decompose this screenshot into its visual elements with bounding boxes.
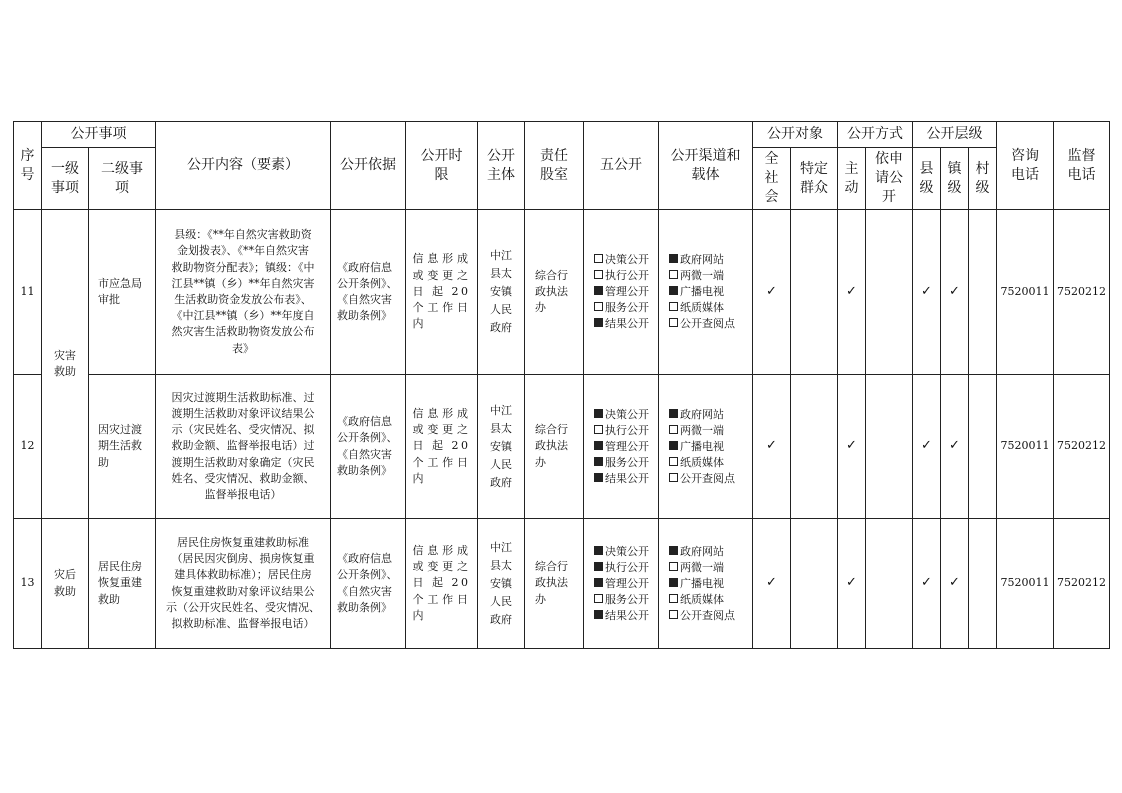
header-method-active: 主动	[838, 148, 866, 210]
channel-option: 公开查阅点	[659, 608, 752, 624]
check-county: ✓	[913, 375, 941, 519]
channel-option: 广播电视	[659, 439, 752, 455]
row-content: 因灾过渡期生活救助标准、过 渡期生活救助对象评议结果公 示（灾民姓名、受灾情况、拟 救助金额、监督举报电话）过 渡期生活救助对象确定（灾民 姓名、受灾情况、救助金额、 监督举报电话）	[156, 375, 331, 519]
row-level1: 灾害救助	[42, 210, 89, 519]
header-seq: 序号	[14, 122, 42, 210]
row-level1: 灾后救助	[42, 519, 89, 649]
header-items-group: 公开事项	[42, 122, 156, 148]
row-basis: 《政府信息公开条例》、《自然灾害救助条例》	[331, 375, 406, 519]
header-target-specific: 特定群众	[791, 148, 838, 210]
row-content: 居民住房恢复重建救助标准 （居民因灾倒房、损房恢复重 建具体救助标准）；居民住房 恢复重建救助对象评议结果公 示（公开灾民姓名、受灾情况、 拟救助标准、监督举报电话）	[156, 519, 331, 649]
header-basis: 公开依据	[331, 122, 406, 210]
unchecked-box-icon	[669, 562, 678, 571]
check-all: ✓	[753, 519, 791, 649]
unchecked-box-icon	[669, 610, 678, 619]
header-level2: 二级事项	[89, 148, 156, 210]
row-level2: 居民住房恢复重建救助	[89, 519, 156, 649]
unchecked-box-icon	[594, 270, 603, 279]
five-option: 执行公开	[584, 268, 658, 284]
row-level2: 市应急局审批	[89, 210, 156, 375]
check-active: ✓	[838, 210, 866, 375]
table-row	[14, 210, 1110, 375]
unchecked-box-icon	[669, 425, 678, 434]
five-option: 执行公开	[584, 423, 658, 439]
check-village	[969, 210, 997, 375]
checked-box-icon	[594, 473, 603, 482]
unchecked-box-icon	[669, 594, 678, 603]
header-content: 公开内容（要素）	[156, 122, 331, 210]
channel-option: 公开查阅点	[659, 316, 752, 332]
header-time-limit: 公开时限	[406, 122, 478, 210]
row-consult-phone: 7520011	[997, 519, 1054, 649]
five-option: 管理公开	[584, 576, 658, 592]
check-all: ✓	[753, 210, 791, 375]
row-supervise-phone: 7520212	[1054, 375, 1110, 519]
checked-box-icon	[594, 562, 603, 571]
channel-option: 公开查阅点	[659, 471, 752, 487]
unchecked-box-icon	[594, 425, 603, 434]
channel-option: 广播电视	[659, 576, 752, 592]
five-option: 管理公开	[584, 284, 658, 300]
row-channel	[659, 375, 753, 519]
header-level-town: 镇级	[941, 148, 969, 210]
header-five: 五公开	[584, 122, 659, 210]
unchecked-box-icon	[594, 594, 603, 603]
row-consult-phone: 7520011	[997, 375, 1054, 519]
table-row	[14, 519, 1110, 649]
check-town: ✓	[941, 210, 969, 375]
row-basis: 《政府信息公开条例》、《自然灾害救助条例》	[331, 210, 406, 375]
row-five	[584, 210, 659, 375]
row-supervise-phone: 7520212	[1054, 519, 1110, 649]
unchecked-box-icon	[594, 254, 603, 263]
unchecked-box-icon	[669, 473, 678, 482]
channel-option: 两微一端	[659, 423, 752, 439]
row-five	[584, 519, 659, 649]
header-dept: 责任股室	[525, 122, 584, 210]
check-county: ✓	[913, 210, 941, 375]
row-seq: 11	[14, 210, 42, 375]
check-apply	[866, 375, 913, 519]
checked-box-icon	[594, 578, 603, 587]
header-method-apply: 依申请公开	[866, 148, 913, 210]
header-method-group: 公开方式	[838, 122, 913, 148]
five-option: 决策公开	[584, 252, 658, 268]
check-apply	[866, 519, 913, 649]
channel-option: 两微一端	[659, 560, 752, 576]
header-consult: 咨询电话	[997, 122, 1054, 210]
row-time: 信息形成或变更之日起20个工作日内	[406, 375, 478, 519]
channel-option: 广播电视	[659, 284, 752, 300]
channel-option: 政府网站	[659, 544, 752, 560]
check-specific	[791, 210, 838, 375]
check-all: ✓	[753, 375, 791, 519]
channel-option: 两微一端	[659, 268, 752, 284]
five-option: 服务公开	[584, 592, 658, 608]
checked-box-icon	[594, 409, 603, 418]
header-target-all: 全社会	[753, 148, 791, 210]
check-village	[969, 375, 997, 519]
row-seq: 13	[14, 519, 42, 649]
checked-box-icon	[594, 546, 603, 555]
check-specific	[791, 375, 838, 519]
row-five	[584, 375, 659, 519]
channel-option: 政府网站	[659, 407, 752, 423]
checked-box-icon	[669, 546, 678, 555]
check-county: ✓	[913, 519, 941, 649]
row-subject: 中江县太安镇人民政府	[478, 519, 525, 649]
check-active: ✓	[838, 519, 866, 649]
header-level-village: 村级	[969, 148, 997, 210]
channel-option: 纸质媒体	[659, 300, 752, 316]
channel-option: 纸质媒体	[659, 592, 752, 608]
checked-box-icon	[594, 318, 603, 327]
header-subject: 公开主体	[478, 122, 525, 210]
disclosure-table	[13, 121, 1110, 649]
row-level2: 因灾过渡期生活救助	[89, 375, 156, 519]
header-level1: 一级事项	[42, 148, 89, 210]
check-town: ✓	[941, 519, 969, 649]
unchecked-box-icon	[594, 302, 603, 311]
row-subject: 中江县太安镇人民政府	[478, 210, 525, 375]
check-apply	[866, 210, 913, 375]
unchecked-box-icon	[669, 302, 678, 311]
five-option: 管理公开	[584, 439, 658, 455]
check-village	[969, 519, 997, 649]
five-option: 决策公开	[584, 407, 658, 423]
header-target-group: 公开对象	[753, 122, 838, 148]
five-option: 决策公开	[584, 544, 658, 560]
checked-box-icon	[594, 457, 603, 466]
checked-box-icon	[669, 441, 678, 450]
header-level-group: 公开层级	[913, 122, 997, 148]
row-channel	[659, 210, 753, 375]
checked-box-icon	[669, 254, 678, 263]
check-town: ✓	[941, 375, 969, 519]
five-option: 服务公开	[584, 300, 658, 316]
header-channel: 公开渠道和载体	[659, 122, 753, 210]
check-active: ✓	[838, 375, 866, 519]
checked-box-icon	[669, 409, 678, 418]
row-dept: 综合行政执法办	[525, 375, 584, 519]
five-option: 结果公开	[584, 608, 658, 624]
row-supervise-phone: 7520212	[1054, 210, 1110, 375]
channel-option: 政府网站	[659, 252, 752, 268]
unchecked-box-icon	[669, 270, 678, 279]
row-dept: 综合行政执法办	[525, 210, 584, 375]
row-basis: 《政府信息公开条例》、《自然灾害救助条例》	[331, 519, 406, 649]
row-subject: 中江县太安镇人民政府	[478, 375, 525, 519]
table-row	[14, 375, 1110, 519]
channel-option: 纸质媒体	[659, 455, 752, 471]
check-specific	[791, 519, 838, 649]
header-supervise: 监督电话	[1054, 122, 1110, 210]
five-option: 结果公开	[584, 316, 658, 332]
row-time: 信息形成或变更之日起20个工作日内	[406, 210, 478, 375]
row-seq: 12	[14, 375, 42, 519]
header-level-county: 县级	[913, 148, 941, 210]
checked-box-icon	[594, 286, 603, 295]
checked-box-icon	[669, 286, 678, 295]
unchecked-box-icon	[669, 457, 678, 466]
five-option: 服务公开	[584, 455, 658, 471]
five-option: 执行公开	[584, 560, 658, 576]
row-dept: 综合行政执法办	[525, 519, 584, 649]
row-consult-phone: 7520011	[997, 210, 1054, 375]
checked-box-icon	[594, 610, 603, 619]
checked-box-icon	[669, 578, 678, 587]
five-option: 结果公开	[584, 471, 658, 487]
row-content: 县级：《**年自然灾害救助资 金划拨表》、《**年自然灾害 救助物资分配表》；镇级：《中 江县**镇（乡）**年自然灾害 生活救助资金发放公布表》、 《中江县**镇（乡）**年度自 然灾害生活救助物资发放公布 表》	[156, 210, 331, 375]
unchecked-box-icon	[669, 318, 678, 327]
checked-box-icon	[594, 441, 603, 450]
row-time: 信息形成或变更之日起20个工作日内	[406, 519, 478, 649]
row-channel	[659, 519, 753, 649]
